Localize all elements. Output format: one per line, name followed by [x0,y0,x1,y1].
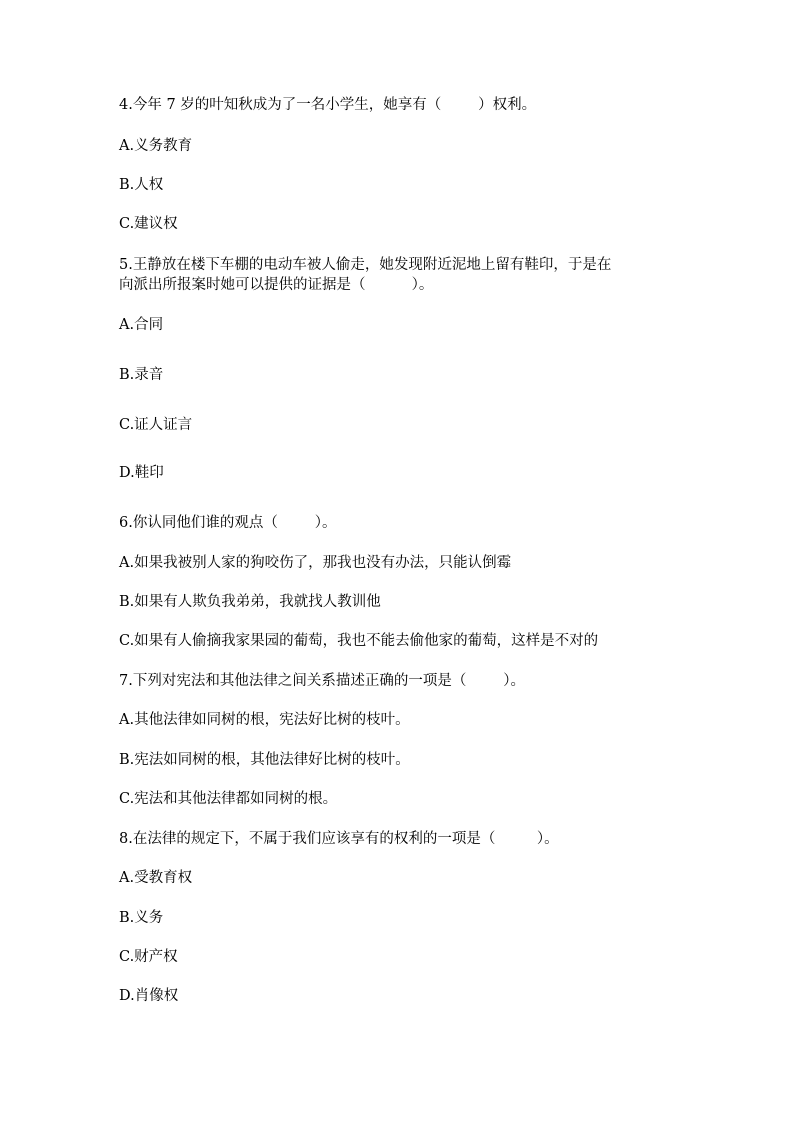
question-6-option-b: B.如果有人欺负我弟弟，我就找人教训他 [119,594,381,610]
question-8-option-c: C.财产权 [119,949,178,965]
question-5-stem-line-1: 5.王静放在楼下车棚的电动车被人偷走，她发现附近泥地上留有鞋印，于是在 [119,257,612,273]
question-8-option-b: B.义务 [119,910,164,926]
question-8-option-a: A.受教育权 [119,870,193,886]
question-8-stem: 8.在法律的规定下，不属于我们应该享有的权利的一项是（ ）。 [119,831,559,847]
question-6-option-c: C.如果有人偷摘我家果园的葡萄，我也不能去偷他家的葡萄，这样是不对的 [119,633,599,649]
question-5-option-b: B.录音 [119,367,164,383]
question-4-stem: 4.今年 7 岁的叶知秋成为了一名小学生，她享有（ ）权利。 [119,97,537,113]
question-5-stem-line-2: 向派出所报案时她可以提供的证据是（ ）。 [119,277,434,293]
question-5-option-c: C.证人证言 [119,417,193,433]
question-4-option-a: A.义务教育 [119,138,193,154]
question-7-option-b: B.宪法如同树的根，其他法律好比树的枝叶。 [119,752,410,768]
question-7-option-c: C.宪法和其他法律都如同树的根。 [119,791,338,807]
question-4-option-c: C.建议权 [119,216,178,232]
question-6-stem: 6.你认同他们谁的观点（ ）。 [119,515,337,531]
question-6-option-a: A.如果我被别人家的狗咬伤了，那我也没有办法，只能认倒霉 [119,555,512,571]
question-7-option-a: A.其他法律如同树的根，宪法好比树的枝叶。 [119,712,410,728]
question-8-option-d: D.肖像权 [119,988,179,1004]
question-5-option-a: A.合同 [119,317,164,333]
question-5-option-d: D.鞋印 [119,465,164,481]
question-7-stem: 7.下列对宪法和其他法律之间关系描述正确的一项是（ ）。 [119,673,525,689]
question-4-option-b: B.人权 [119,177,164,193]
